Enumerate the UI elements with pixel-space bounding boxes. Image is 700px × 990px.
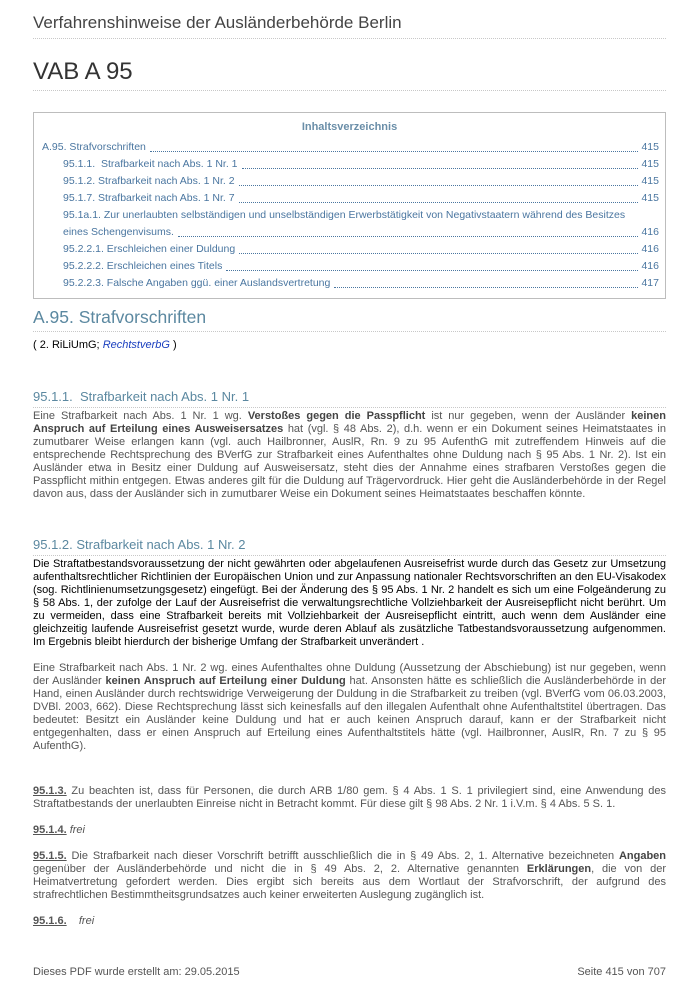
toc-entry-page: 417 — [641, 277, 659, 289]
toc-leader — [178, 236, 639, 237]
toc-entry-page: 416 — [641, 260, 659, 272]
toc-entry-95-1-1[interactable] — [34, 156, 665, 173]
emphasis: keinen Anspruch auf Erteilung einer Duldung — [105, 675, 346, 687]
text: Zu beachten ist, dass für Personen, die durch ARB 1/80 gem. § 4 Abs. 1 S. 1 privilegiert sind, eine Anwendung des Straftatbestands der unerlaubten Einreise nicht in Betracht kommt. Für diese gilt § 98 Abs. 2 Nr. 1 i.V.m. § 4 Abs. 5 S. 1. — [33, 785, 666, 810]
toc-entry-label: 95.1.7. Strafbarkeit nach Abs. 1 Nr. 7 — [63, 192, 235, 204]
toc-leader — [226, 270, 638, 271]
paragraph-95-1-6 — [33, 915, 666, 928]
table-of-contents — [33, 112, 666, 299]
paragraph-number: 95.1.6. — [33, 915, 67, 927]
toc-entry-95-2-2-2[interactable] — [34, 258, 665, 275]
toc-title: Inhaltsverzeichnis — [301, 121, 398, 133]
footer-created-date: Dieses PDF wurde erstellt am: 29.05.2015 — [33, 966, 240, 978]
paragraph-number: 95.1.5. — [33, 850, 67, 862]
toc-entry-label-line1: 95.1a.1. Zur unerlaubten selbständigen und unselbständigen Erwerbstätigkeit von Negativstaatern während des Besitzes — [63, 209, 626, 221]
text: frei — [78, 915, 95, 927]
emphasis: Angaben — [618, 850, 666, 862]
toc-entry-95-2-2-3[interactable] — [34, 275, 665, 292]
emphasis: Erklärungen — [526, 863, 592, 875]
toc-entry-label-line2: eines Schengenvisums. — [63, 226, 174, 238]
toc-leader — [239, 202, 639, 203]
toc-entry-label: A.95. Strafvorschriften — [42, 141, 146, 153]
paragraph-95-1-3 — [33, 785, 666, 811]
document-header — [33, 12, 666, 91]
toc-entry-95-1-2[interactable] — [34, 173, 665, 190]
text: Eine Strafbarkeit nach Abs. 1 Nr. 1 wg. — [33, 410, 248, 422]
reference-suffix: ) — [169, 339, 177, 351]
footer-page-number: Seite 415 von 707 — [577, 966, 666, 978]
toc-entry-page: 415 — [641, 192, 659, 204]
text: Eine Strafbarkeit nach Abs. 1 Nr. 2 wg. eines Aufenthaltes ohne Duldung (Aussetzung der Abschiebung) ist nur gegeben, wenn der Ausländer — [33, 662, 666, 687]
paragraph-95-1-1 — [33, 410, 666, 501]
reference-link[interactable]: RechtstverbG — [102, 339, 170, 351]
text: hat. Ansonsten hätte es schließlich die Ausländerbehörde in der Hand, einen Ausländer durch rechtswidrige Verweigerung der Duldung in die Strafbarkeit zu treiben (vgl. BVerfG vom 06.03.2003, DVBl. 2003, 662). Diese Rechtsprechung lässt sich keinesfalls auf den illegalen Aufenthalt ohne Aufenthaltstitel übertragen. Das bedeutet: Besitzt ein Ausländer keine Duldung und hat er auch keinen Anspruch darauf, kann er der Strafbarkeit nicht entgegenhalten, dass er einen Anspruch auf Erteilung eines Aufenthaltstitels hätte (vgl. Hailbronner, AuslR, Rn. 7 zu § 95 AufenthG). — [33, 675, 667, 752]
toc-entry-label: 95.1.2. Strafbarkeit nach Abs. 1 Nr. 2 — [63, 175, 235, 187]
toc-entry-95-1a-1[interactable] — [34, 207, 665, 241]
section-heading: A.95. Strafvorschriften — [33, 306, 666, 332]
paragraph-number: 95.1.3. — [33, 785, 67, 797]
section-reference — [33, 339, 666, 352]
toc-entry-page: 415 — [641, 158, 659, 170]
document-title: VAB A 95 — [33, 57, 666, 91]
main-content — [33, 306, 666, 928]
text: Die Strafbarkeit nach dieser Vorschrift betrifft ausschließlich die in § 49 Abs. 2, 1. Alternative bezeichneten — [66, 850, 619, 862]
emphasis: Verstoßes gegen die Passpflicht — [247, 410, 426, 422]
toc-entry-page: 416 — [641, 226, 659, 238]
emphasis: keinen Anspruch auf Erteilung eines Ausweisersatzes — [33, 410, 666, 435]
toc-entry-page: 416 — [641, 243, 659, 255]
toc-leader — [150, 151, 639, 152]
toc-entry-label: 95.2.2.3. Falsche Angaben ggü. einer Auslandsvertretung — [63, 277, 331, 289]
paragraph-95-1-4 — [33, 824, 666, 837]
text: hat (vgl. § 48 Abs. 2), d.h. wenn er ein Dokument seines Heimatstaates in zumutbarer Weise erlangen kann (vgl. auch Hailbronner, AuslR, Rn. 9 zu 95 AufenthG mit zutreffendem Hinweis auf die entsprechende Rechtsprechung des BVerfG zur Strafbarkeit eines Aufenthaltes ohne Duldung nach § 95 Abs. 1 Nr. 2). Ist ein Ausländer etwa in Besitz einer Duldung auf Ausweisersatz, steht dies der Annahme eines strafbaren Verstoßes gegen die Passpflicht mithin entgegen. Etwas anderes gilt für die Duldung auf Trägervordruck. Hier geht die Ausländerbehörde in der Regel davon aus, dass der Ausländer sich in zumutbarer Weise ein Dokument seines Heimatstaates beschaffen könnte. — [33, 423, 666, 500]
paragraph-number: 95.1.4. — [33, 824, 67, 836]
text: frei — [69, 824, 85, 836]
subsection-heading-95-1-1: 95.1.1. Strafbarkeit nach Abs. 1 Nr. 1 — [33, 389, 666, 408]
toc-entry-95-2-2-1[interactable] — [34, 241, 665, 258]
toc-leader — [242, 168, 639, 169]
text: ist nur gegeben, wenn der Ausländer — [425, 410, 632, 422]
toc-entry-label: 95.2.2.2. Erschleichen eines Titels — [63, 260, 223, 272]
toc-leader — [334, 287, 638, 288]
paragraph-95-1-5 — [33, 850, 666, 902]
toc-entry-label: 95.2.2.1. Erschleichen einer Duldung — [63, 243, 236, 255]
toc-entry-page: 415 — [641, 141, 659, 153]
toc-entry-95-1-7[interactable] — [34, 190, 665, 207]
reference-prefix: ( 2. RiLiUmG; — [33, 339, 103, 351]
text: , die von der Heimatvertretung gefordert werden. Dies ergibt sich bereits aus dem Wortlaut der Strafvorschrift, der aufgrund des strafrechtlichen Bestimmtheitsgrundsatzes auch keiner erweiterten Auslegung zugänglich ist. — [33, 863, 666, 901]
toc-entry-page: 415 — [641, 175, 659, 187]
paragraph-95-1-2-b — [33, 662, 666, 753]
toc-leader — [239, 253, 638, 254]
toc-leader — [239, 185, 639, 186]
paragraph-95-1-2-a: Die Straftatbestandsvoraussetzung der nicht gewährten oder abgelaufenen Ausreisefrist wurde durch das Gesetz zur Umsetzung aufenthaltsrechtlicher Richtlinien der Europäischen Union und zur Anpassung nationaler Rechtsvorschriften an den EU-Visakodex (sog. Richtlinienumsetzungsgesetz) eingefügt. Bei der Änderung des § 95 Abs. 1 Nr. 2 handelt es sich um eine Folgeänderung zu § 58 Abs. 1, der zufolge der Lauf der Ausreisefrist die verwaltungsrechtliche Vollziehbarkeit der Ausreisepflicht nicht berührt. Um zu vermeiden, dass eine Strafbarkeit bereits mit Vollziehbarkeit der Ausreisepflicht eintritt, auch wenn dem Ausländer eine gleichzeitig laufende Ausreisefrist gesetzt wurde, wurde deren Ablauf als zusätzliche Tatbestandsvoraussetzung aufgenommen. Im Ergebnis bleibt hierdurch der bisherige Umfang der Strafbarkeit unverändert . — [33, 558, 666, 648]
toc-entry-a95[interactable] — [34, 139, 665, 156]
page-footer — [33, 966, 666, 978]
text: gegenüber der Ausländerbehörde und nicht die in § 49 Abs. 2, 2. Alternative genannten — [33, 863, 527, 875]
subsection-heading-95-1-2: 95.1.2. Strafbarkeit nach Abs. 1 Nr. 2 — [33, 537, 666, 556]
toc-entry-label: 95.1.1. Strafbarkeit nach Abs. 1 Nr. 1 — [63, 158, 238, 170]
site-title: Verfahrenshinweise der Ausländerbehörde Berlin — [33, 12, 666, 39]
